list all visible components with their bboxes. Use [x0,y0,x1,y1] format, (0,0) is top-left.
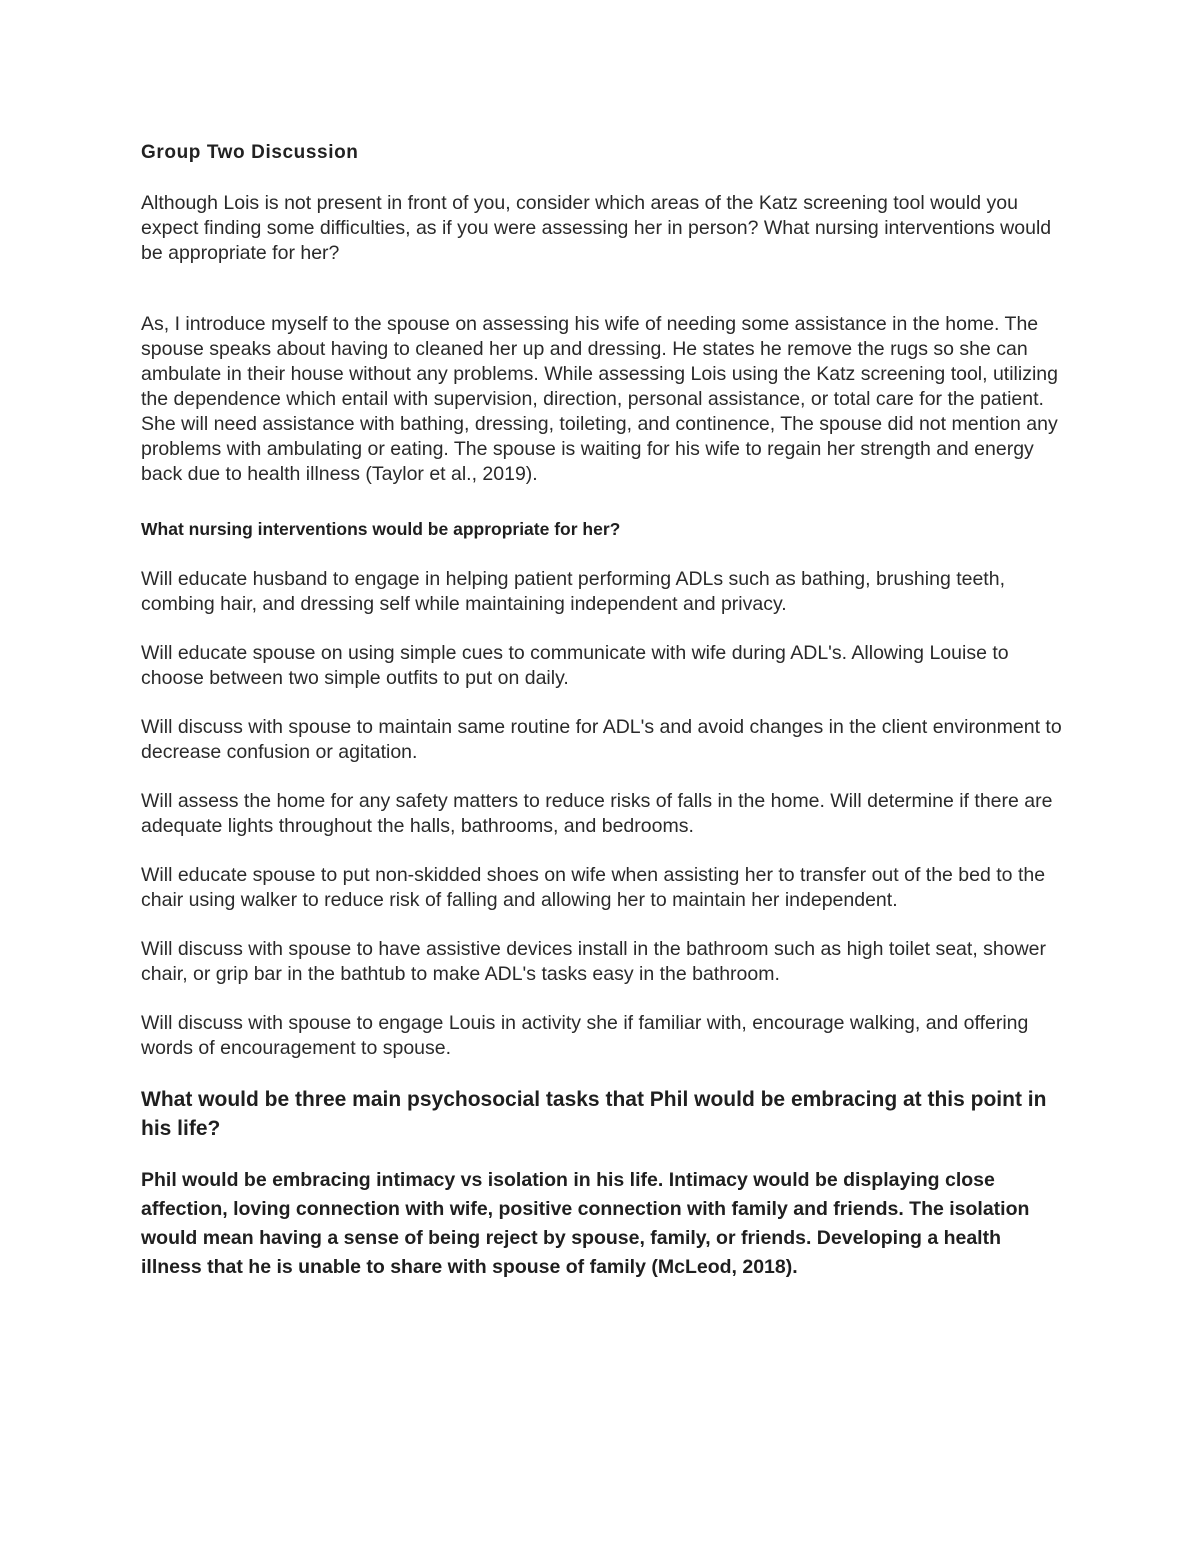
intervention-item: Will discuss with spouse to maintain same routine for ADL's and avoid changes in the client environment to decrease confusion or agitation. [141,716,1062,763]
interventions-list [141,567,1066,1061]
psychosocial-question: What would be three main psychosocial tasks that Phil would be embracing at this point in his life? [141,1088,1047,1140]
psychosocial-answer: Phil would be embracing intimacy vs isolation in his life. Intimacy would be displaying close affection, loving connection with wife, positive connection with family and friends. The isolation would mean having a sense of being reject by spouse, family, or friends. Developing a health illness that he is unable to share with spouse of family (McLeod, 2018). [141,1169,1030,1278]
interventions-heading: What nursing interventions would be appropriate for her? [141,519,621,539]
intervention-item: Will educate spouse on using simple cues to communicate with wife during ADL's. Allowing Louise to choose between two simple outfits to put on daily. [141,642,1009,689]
intervention-item: Will educate spouse to put non-skidded shoes on wife when assisting her to transfer out of the bed to the chair using walker to reduce risk of falling and allowing her to maintain her independent. [141,864,1046,911]
document-body [141,140,1066,1282]
discussion-prompt: Although Lois is not present in front of you, consider which areas of the Katz screening tool would you expect finding some difficulties, as if you were assessing her in person? What nursing interventions would be appropriate for her? [141,192,1052,264]
assessment-answer: As, I introduce myself to the spouse on assessing his wife of needing some assistance in the home. The spouse speaks about having to cleaned her up and dressing. He states he remove the rugs so she can ambulate in their house without any problems. While assessing Lois using the Katz screening tool, utilizing the dependence which entail with supervision, direction, personal assistance, or total care for the patient. She will need assistance with bathing, dressing, toileting, and continence, The spouse did not mention any problems with ambulating or eating. The spouse is waiting for his wife to regain her strength and energy back due to health illness (Taylor et al., 2019). [141,313,1058,485]
intervention-item: Will discuss with spouse to engage Louis in activity she if familiar with, encourage walking, and offering words of encouragement to spouse. [141,1012,1029,1059]
intervention-item: Will discuss with spouse to have assistive devices install in the bathroom such as high toilet seat, shower chair, or grip bar in the bathtub to make ADL's tasks easy in the bathroom. [141,938,1047,985]
document-title: Group Two Discussion [141,142,359,163]
intervention-item: Will educate husband to engage in helping patient performing ADLs such as bathing, brushing teeth, combing hair, and dressing self while maintaining independent and privacy. [141,568,1005,615]
intervention-item: Will assess the home for any safety matters to reduce risks of falls in the home. Will determine if there are adequate lights throughout the halls, bathrooms, and bedrooms. [141,790,1053,837]
